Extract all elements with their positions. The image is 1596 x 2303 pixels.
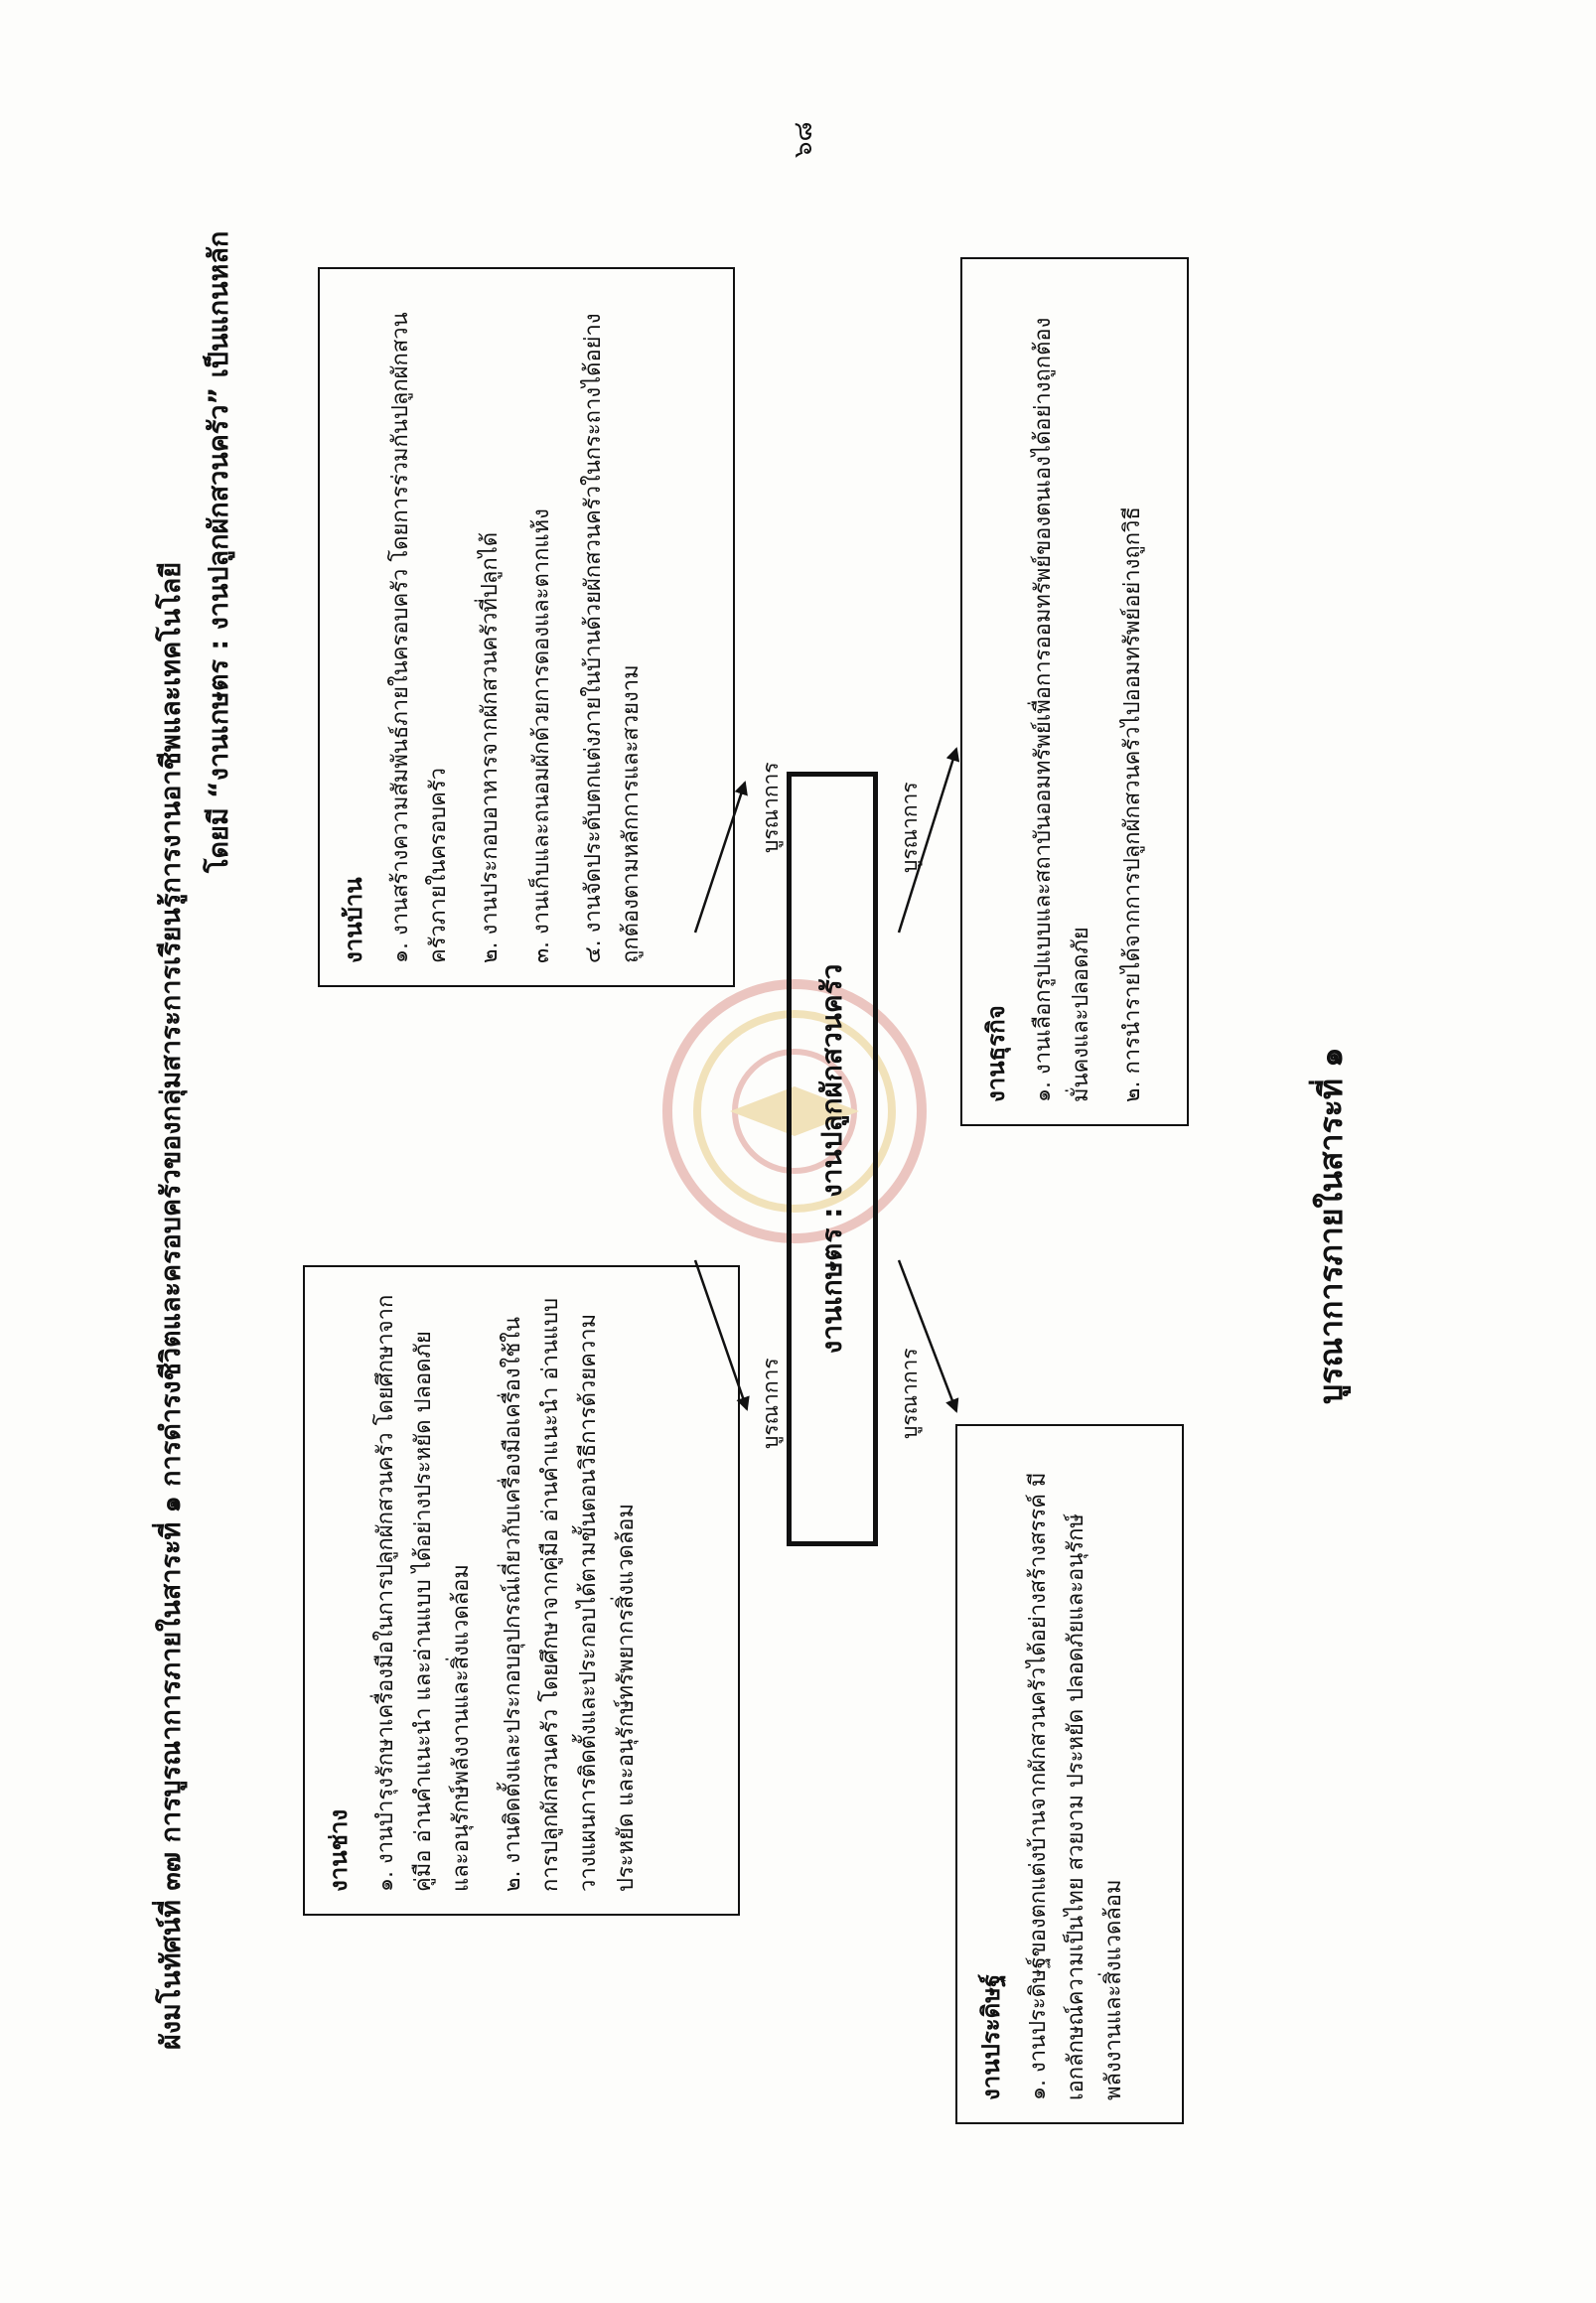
home-item-2: ๒. งานประกอบอาหารจากผักสวนครัวที่ปลูกได้ (478, 531, 503, 963)
business-box (960, 257, 1189, 1126)
page-number: ๖๘ (789, 121, 818, 158)
link-label-business: บูรณาการ (898, 782, 922, 873)
home-item-1: ๑. งานสร้างความสัมพันธ์ภายในครอบครัว โดยการร่วมกันปลูกผักสวนครัวภายในครอบครัว (388, 312, 451, 963)
business-item-1: ๑. งานเลือกรูปแบบและสถาบันออมทรัพย์เพื่อการออมทรัพย์ของตนเองได้อย่างถูกต้อง มั่นคงและปลอดภัย (1031, 317, 1093, 1102)
center-core-box (787, 772, 878, 1546)
diagram-title-line2: โดยมี “งานเกษตร : งานปลูกผักสวนครัว” เป็นแกนหลัก (204, 230, 234, 873)
craft-box (303, 1265, 740, 1916)
craft-heading: งานช่าง (325, 1808, 353, 1892)
craft-item-2: ๒. งานติดตั้งและประกอบอุปกรณ์เกี่ยวกับเครื่องมือเครื่องใช้ในการปลูกผักสวนครัว โดยศึกษาจากคู่มือ อ่านคำแนะนำ อ่านแบบ วางแผนการติดตั้งและประกอบได้ตามขั้นตอนวิธีการด้วยความประหยัด และอนุรักษ์ทรัพยากรสิ่งแวดล้อม (501, 1297, 639, 1892)
craft-item-1: ๑. งานบำรุงรักษาเครื่องมือในการปลูกผักสวนครัว โดยศึกษาจากคู่มือ อ่านคำแนะนำ และอ่านแบบ ได้อย่างประหยัด ปลอดภัย และอนุรักษ์พลังงานและสิ่งแวดล้อม (373, 1294, 474, 1892)
link-label-invention: บูรณาการ (898, 1348, 922, 1439)
diagram-title-line1: ผังมโนทัศน์ที่ ๓๗ การบูรณาการภายในสาระที่ ๑ การดำรงชีวิตและครอบครัวของกลุ่มสาระการเรียนรู้การงานอาชีพและเทคโนโลยี (156, 561, 187, 2050)
link-label-home: บูรณาการ (759, 762, 783, 853)
business-item-2: ๒. การนำรายได้จากการปลูกผักสวนครัวไปออมทรัพย์อย่างถูกวิธี (1120, 506, 1145, 1102)
link-label-craft: บูรณาการ (759, 1358, 783, 1449)
center-core-label: งานเกษตร : งานปลูกผักสวนครัว (815, 963, 848, 1355)
invention-heading: งานประดิษฐ์ (977, 1973, 1005, 2100)
home-heading: งานบ้าน (340, 877, 367, 963)
home-item-4: ๔. งานจัดประดับตกแต่งภายในบ้านด้วยผักสวนครัวในกระถางได้อย่างถูกต้องตามหลักการและสวยงาม (581, 313, 644, 963)
home-item-3: ๓. งานเก็บและถนอมผักด้วยการดองและตากแห้ง (529, 508, 554, 963)
invention-item-1: ๑. งานประดิษฐ์ของตกแต่งบ้านจากผักสวนครัวได้อย่างสร้างสรรค์ มีเอกลักษณ์ความเป็นไทย สวยงาม ประหยัด ปลอดภัยและอนุรักษ์พลังงานและสิ่งแวดล้อม (1026, 1472, 1126, 2100)
footer-caption: บูรณาการภายในสาระที่ ๑ (1312, 1047, 1350, 1404)
business-heading: งานธุรกิจ (982, 1005, 1010, 1102)
home-box (318, 267, 735, 987)
invention-box (955, 1424, 1184, 2124)
